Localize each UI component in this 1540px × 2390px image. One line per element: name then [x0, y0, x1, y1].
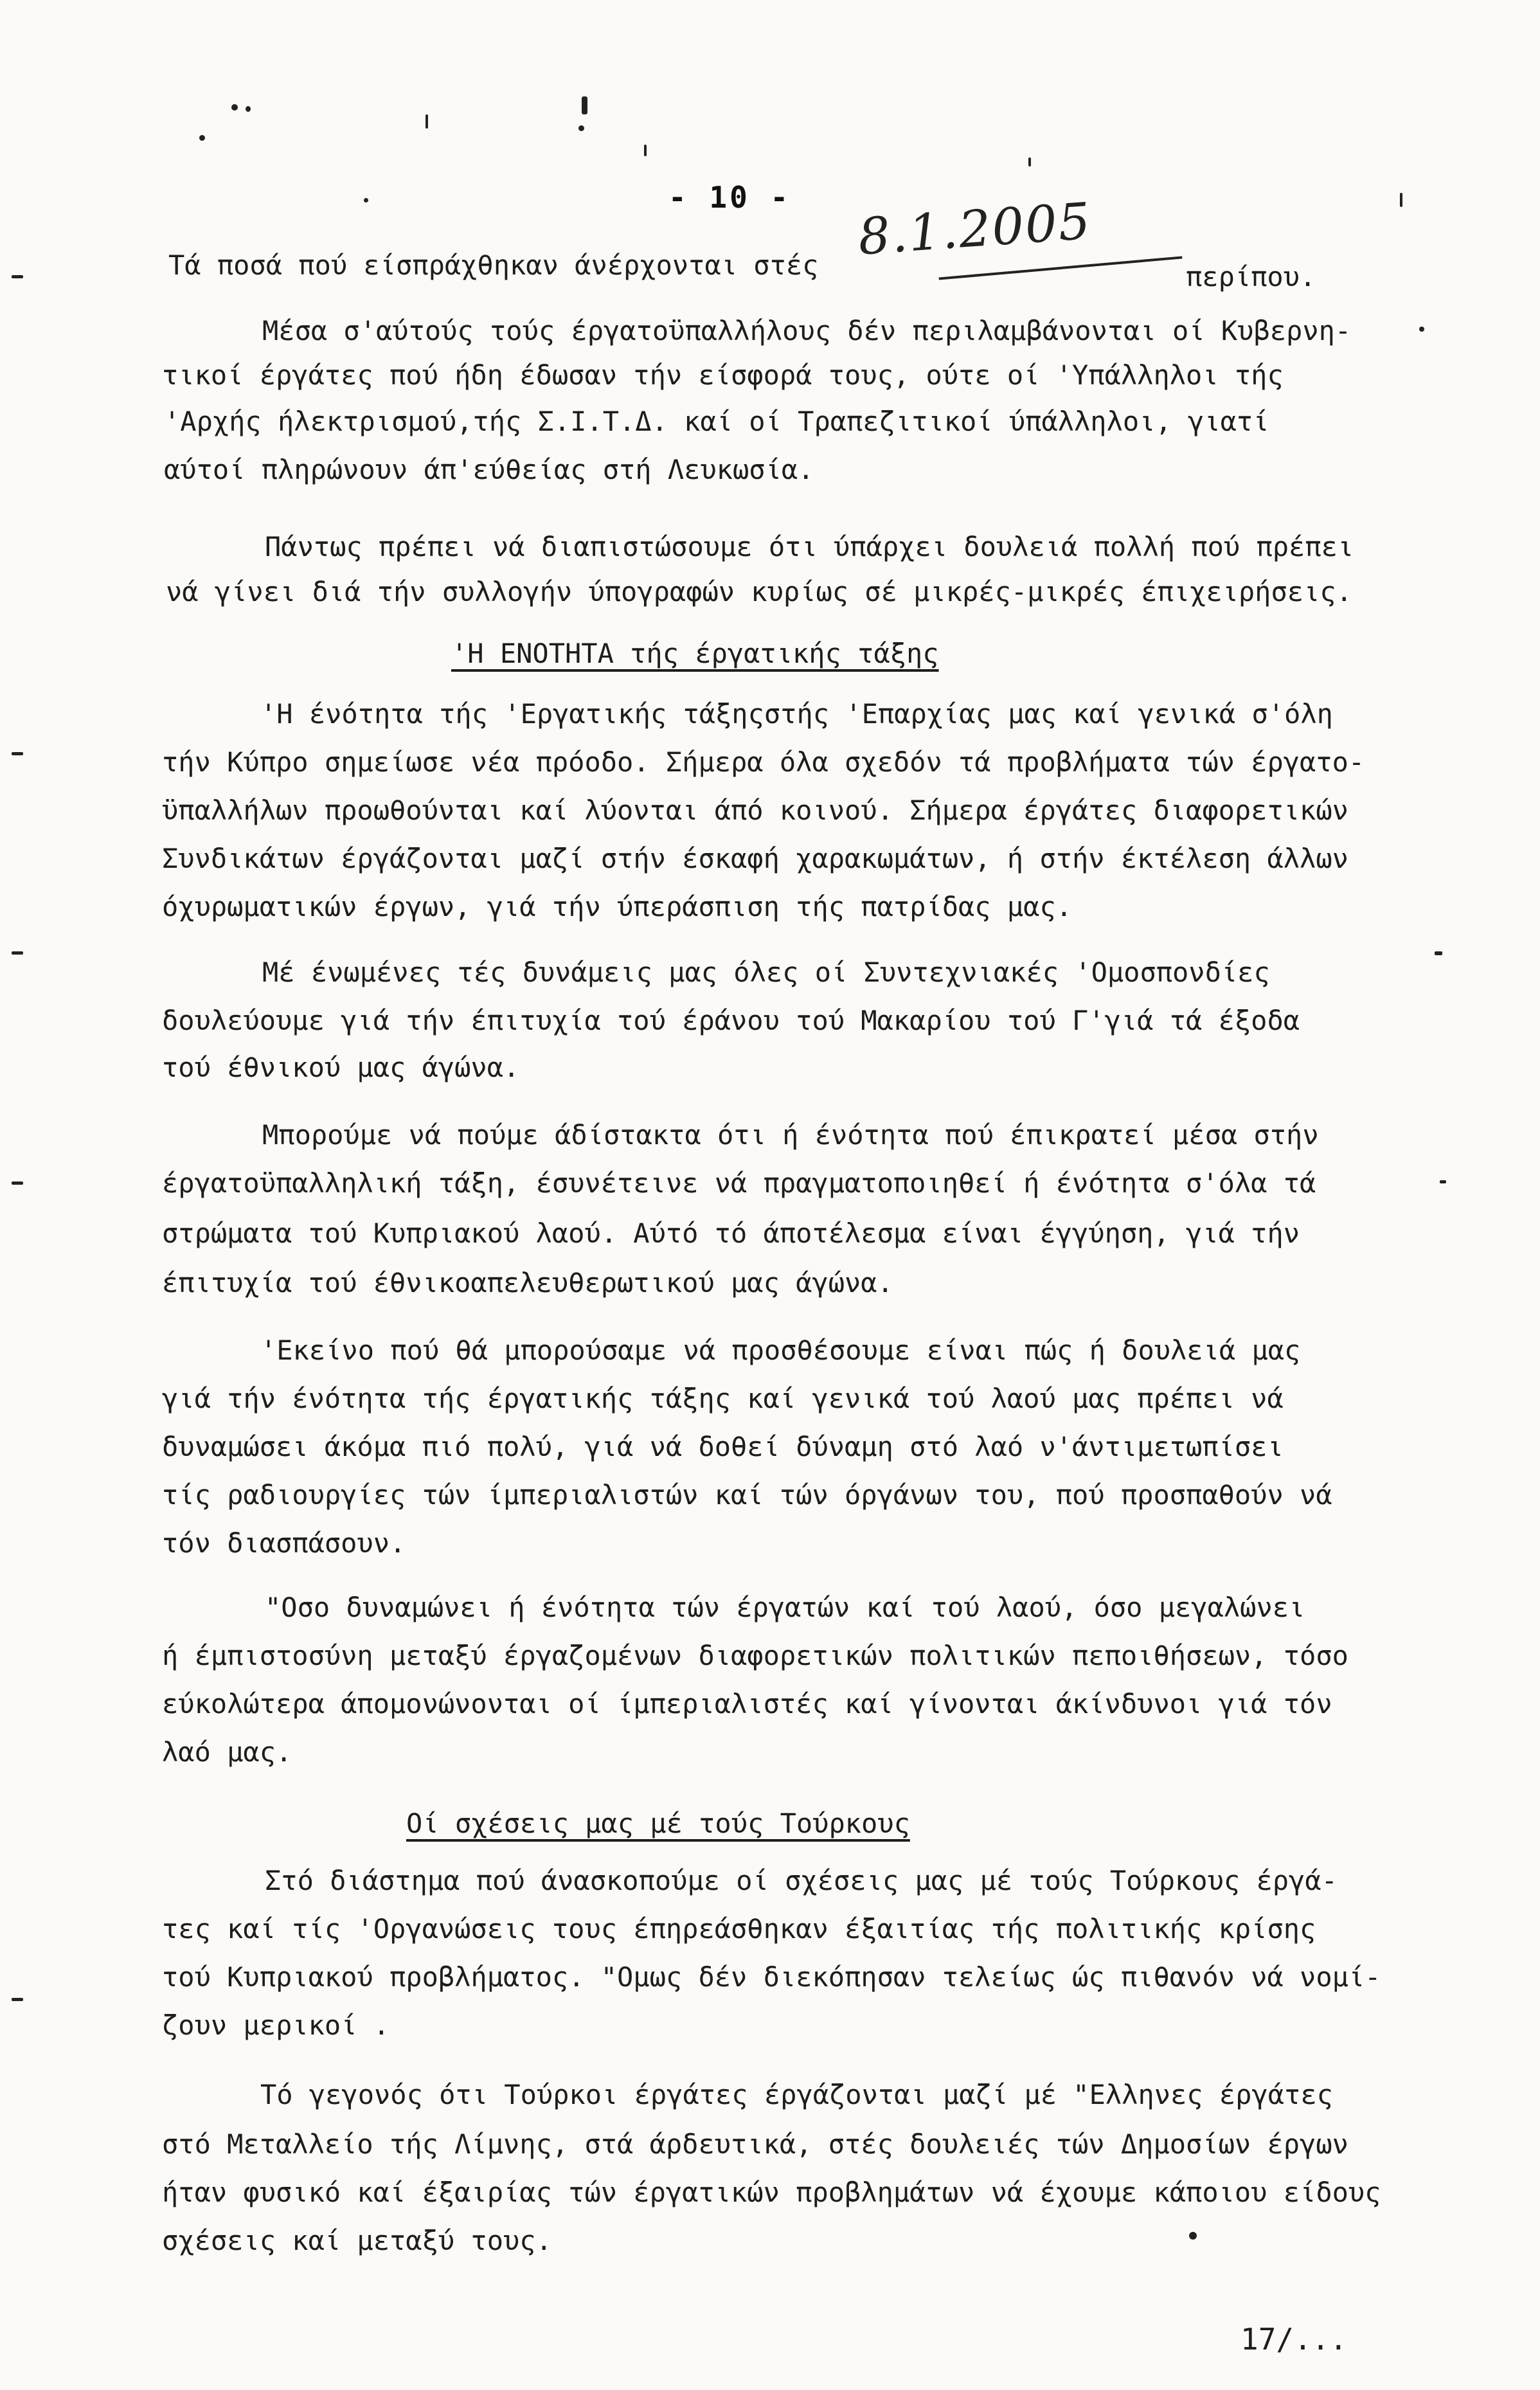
text-line: τίς ραδιουργίες τών ίμπεριαλιστών καί τών όργάνων του, πού προσπαθούν νά: [162, 1479, 1332, 1511]
text-line: ϋπαλλήλων προωθούνται καί λύονται άπό κοινού. Σήμερα έργάτες διαφορετικών: [162, 795, 1348, 826]
text-line: έργατοϋπαλληλική τάξη, έσυνέτεινε νά πραγματοποιηθεί ή ένότητα σ'όλα τά: [162, 1167, 1316, 1199]
text-line: περίπου.: [1186, 261, 1316, 292]
text-line: αύτοί πληρώνουν άπ'εύθείας στή Λευκωσία.: [164, 454, 814, 485]
page-number: - 10 -: [668, 180, 791, 215]
text-line: τού έθνικού μας άγώνα.: [162, 1052, 520, 1083]
text-line: τες καί τίς 'Οργανώσεις τους έπηρεάσθηκαν έξαιτίας τής πολιτικής κρίσης: [162, 1913, 1316, 1945]
text-line: δυναμώσει άκόμα πιό πολύ, γιά νά δοθεί δύναμη στό λαό ν'άντιμετωπίσει: [162, 1431, 1284, 1462]
text-line: 'Η ένότητα τής 'Εργατικής τάξηςστής 'Επαρχίας μας καί γενικά σ'όλη: [260, 698, 1333, 730]
text-line: 'Αρχής ήλεκτρισμού,τής Σ.Ι.Τ.Δ. καί οί Τραπεζιτικοί ύπάλληλοι, γιατί: [164, 406, 1269, 437]
text-line: Στό διάστημα πού άνασκοπούμε οί σχέσεις μας μέ τούς Τούρκους έργά-: [265, 1865, 1338, 1896]
text-line: Μέ ένωμένες τές δυνάμεις μας όλες οί Συντεχνιακές 'Ομοσπονδίες: [262, 957, 1270, 988]
text-line: Συνδικάτων έργάζονται μαζί στήν έσκαφή χαρακωμάτων, ή στήν έκτέλεση άλλων: [162, 843, 1348, 874]
text-line: λαό μας.: [162, 1736, 292, 1768]
text-line: όχυρωματικών έργων, γιά τήν ύπεράσπιση τής πατρίδας μας.: [162, 891, 1073, 922]
text-line: 'Εκείνο πού θά μπορούσαμε νά προσθέσουμε είναι πώς ή δουλειά μας: [260, 1334, 1301, 1366]
text-line: Πάντως πρέπει νά διαπιστώσουμε ότι ύπάρχει δουλειά πολλή πού πρέπει: [265, 531, 1354, 562]
text-line: τήν Κύπρο σημείωσε νέα πρόοδο. Σήμερα όλα σχεδόν τά προβλήματα τών έργατο-: [162, 746, 1365, 778]
text-line: στό Μεταλλείο τής Λίμνης, στά άρδευτικά, στές δουλειές τών Δημοσίων έργων: [162, 2128, 1348, 2160]
text-line: Τά ποσά πού είσπράχθηκαν άνέρχονται στές: [168, 249, 819, 281]
text-line: ζουν μερικοί .: [162, 2009, 390, 2041]
text-line: ή έμπιστοσύνη μεταξύ έργαζομένων διαφορετικών πολιτικών πεποιθήσεων, τόσο: [162, 1640, 1348, 1671]
continuation-marker: 17/...: [1240, 2322, 1348, 2357]
text-line: τικοί έργάτες πού ήδη έδωσαν τήν είσφορά τους, ούτε οί 'Υπάλληλοι τής: [162, 359, 1284, 391]
text-line: γιά τήν ένότητα τής έργατικής τάξης καί γενικά τού λαού μας πρέπει νά: [162, 1383, 1284, 1414]
text-line: δουλεύουμε γιά τήν έπιτυχία τού έράνου τού Μακαρίου τού Γ'γιά τά έξοδα: [162, 1005, 1300, 1036]
text-line: "Οσο δυναμώνει ή ένότητα τών έργατών καί τού λαού, όσο μεγαλώνει: [265, 1592, 1305, 1623]
text-line: Μέσα σ'αύτούς τούς έργατοϋπαλλήλους δέν περιλαμβάνονται οί Κυβερνη-: [262, 315, 1352, 346]
text-line: εύκολώτερα άπομονώνονται οί ίμπεριαλιστές καί γίνονται άκίνδυνοι γιά τόν: [162, 1688, 1332, 1720]
text-line: σχέσεις καί μεταξύ τους.: [162, 2225, 552, 2256]
text-line: τού Κυπριακού προβλήματος. "Ομως δέν διεκόπησαν τελείως ώς πιθανόν νά νομί-: [162, 1961, 1381, 1993]
section-heading-turks: Οί σχέσεις μας μέ τούς Τούρκους: [406, 1808, 910, 1839]
text-line: τόν διασπάσουν.: [162, 1527, 406, 1559]
handwritten-underline: [939, 256, 1183, 280]
text-line: νά γίνει διά τήν συλλογήν ύπογραφών κυρίως σέ μικρές-μικρές έπιχειρήσεις.: [166, 576, 1352, 607]
text-line: ήταν φυσικό καί έξαιρίας τών έργατικών προβλημάτων νά έχουμε κάποιου είδους: [162, 2177, 1381, 2208]
text-line: έπιτυχία τού έθνικοαπελευθερωτικού μας άγώνα.: [162, 1267, 893, 1298]
text-line: Μπορούμε νά πούμε άδίστακτα ότι ή ένότητα πού έπικρατεί μέσα στήν: [262, 1119, 1319, 1151]
text-line: στρώματα τού Κυπριακού λαού. Αύτό τό άποτέλεσμα είναι έγγύηση, γιά τήν: [162, 1217, 1300, 1249]
text-line: Τό γεγονός ότι Τούρκοι έργάτες έργάζονται μαζί μέ "Ελληνες έργάτες: [260, 2079, 1333, 2110]
section-heading-unity: 'Η ΕΝΟΤΗΤΑ τής έργατικής τάξης: [451, 638, 939, 669]
handwritten-date: 8.1.2005: [856, 192, 1094, 267]
